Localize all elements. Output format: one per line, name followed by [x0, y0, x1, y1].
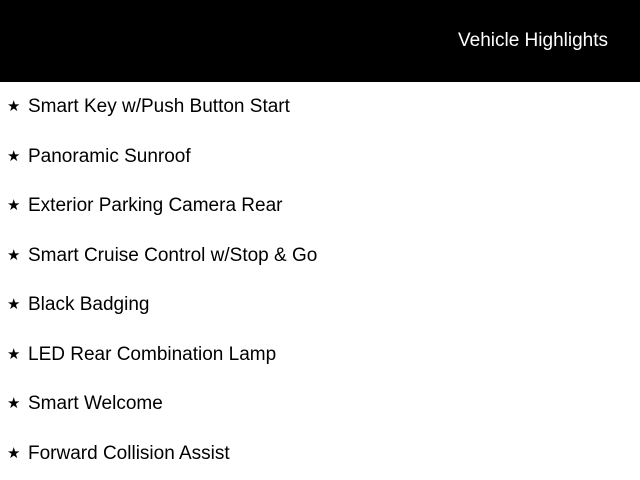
star-icon: ★	[7, 296, 21, 313]
star-icon: ★	[7, 445, 21, 462]
list-item-label: Exterior Parking Camera Rear	[28, 195, 283, 216]
list-item	[0, 146, 640, 176]
list-item	[0, 393, 640, 423]
header-bar	[0, 0, 640, 82]
list-item	[0, 344, 640, 374]
list-item-label: Smart Key w/Push Button Start	[28, 96, 290, 117]
list-item-label: Forward Collision Assist	[28, 443, 230, 464]
star-icon: ★	[7, 197, 21, 214]
star-icon: ★	[7, 148, 21, 165]
list-item-label: LED Rear Combination Lamp	[28, 344, 277, 365]
header-title: Vehicle Highlights	[458, 30, 608, 51]
star-icon: ★	[7, 247, 21, 264]
list-item	[0, 245, 640, 275]
list-item	[0, 294, 640, 324]
star-icon: ★	[7, 395, 21, 412]
list-item	[0, 195, 640, 225]
list-item	[0, 443, 640, 473]
list-item-label: Panoramic Sunroof	[28, 146, 191, 167]
list-item-label: Smart Welcome	[28, 393, 163, 414]
star-icon: ★	[7, 346, 21, 363]
list-item-label: Smart Cruise Control w/Stop & Go	[28, 245, 318, 266]
list-item-label: Black Badging	[28, 294, 150, 315]
list-item	[0, 96, 640, 126]
star-icon: ★	[7, 98, 21, 115]
